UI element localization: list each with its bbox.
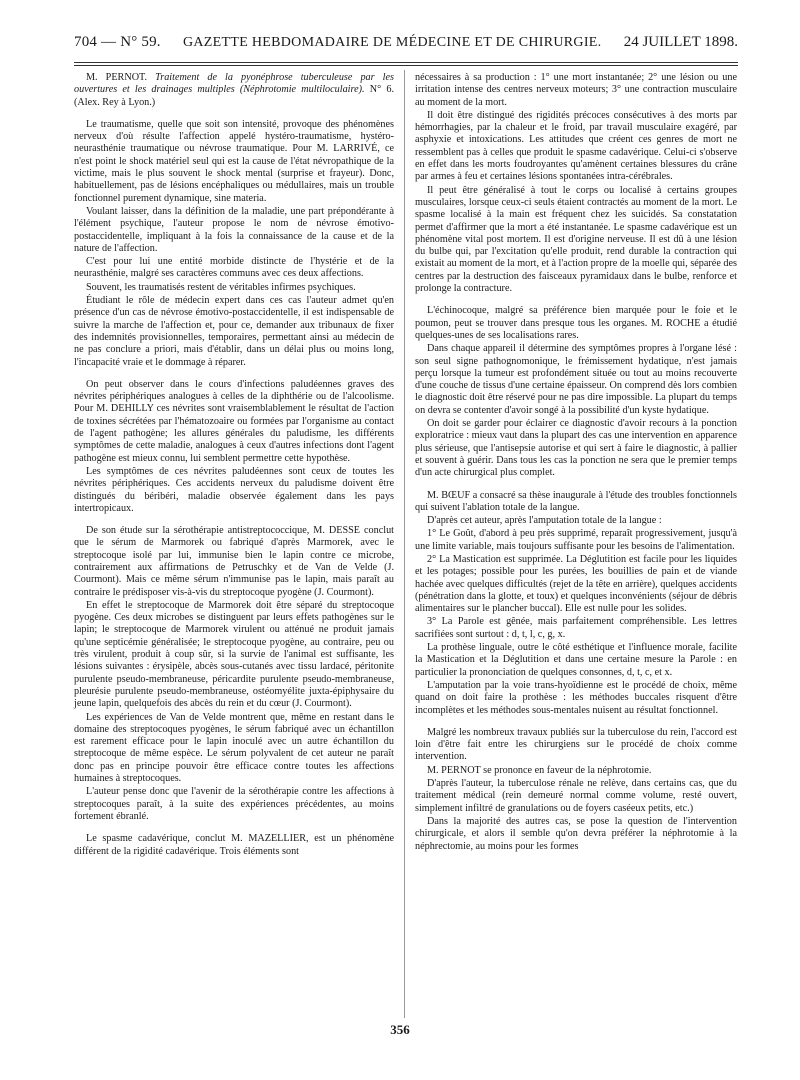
paragraph: Le spasme cadavérique, conclut M. MAZELLIER, est un phénomène différent de la rigidité cadavérique. Trois éléments sont — [74, 833, 394, 857]
left-column — [74, 72, 394, 859]
paragraph: En effet le streptocoque de Marmorek doit être séparé du streptocoque pyogène. Ces deux microbes se distinguent par leurs effets pathogènes sur le lapin; le streptocoque de Marmorek virulent ou atténué ne produit jamais qu'une septicémie généralisée; le streptocoque pyogène, au contraire, peu ou très virulent, produit à coup sûr, si la survie de l'animal est suffisante, les lésions suivantes : érysipèle, abcès sous-cutanés avec tissu lardacé, péritonite purulente pseudo-membraneuse, péricardite purulente pseudo-membraneuse, pleurésie purulente pseudo-membraneuse, ostéomyélite juxta-épiphysaire du jeune lapin, quelquefois des abcès du rein et du cœur (J. Courmont). — [74, 599, 394, 710]
column-divider — [404, 70, 405, 1018]
paragraph: C'est pour lui une entité morbide distincte de l'hystérie et de la neurasthénie, malgré ses caractères communs avec ces deux affections. — [74, 256, 394, 280]
paragraph: 3° La Parole est gênée, mais parfaitement compréhensible. Les lettres sacrifiées sont surtout : d, t, l, c, g, x. — [415, 616, 737, 640]
reference-tail: N° 6. (Alex. Rey à Lyon.) — [74, 84, 394, 108]
paragraph: On doit se garder pour éclairer ce diagnostic d'avoir recours à la ponction exploratrice : mieux vaut dans la plupart des cas une intervention en apparence plus sérieuse, que l'antisepsie autorise et qui sert à faire le diagnostic, à pallier et souvent à guérir. Dans tous les cas la ponction ne sera que le premier temps d'un acte chirurgical plus complet. — [415, 418, 737, 479]
paragraph: M. PERNOT se prononce en faveur de la néphrotomie. — [427, 764, 652, 776]
paragraph: D'après cet auteur, après l'amputation totale de la langue : — [427, 515, 662, 527]
paragraph: Les expériences de Van de Velde montrent que, même en restant dans le domaine des streptocoques pyogènes, le sérum fabriqué avec un échantillon est rarement efficace pour le lapin inoculé avec un autre échantillon du streptocoque de même espèce. Le sérum polyvalent de cet auteur ne paraît donc pas en principe pouvoir être efficace contre toutes les affections humaines à streptocoques. — [74, 711, 394, 785]
header-rule-double — [74, 65, 738, 66]
paragraph: M. BŒUF a consacré sa thèse inaugurale à l'étude des troubles fonctionnels qui suivent l'ablation totale de la langue. — [415, 489, 737, 513]
paragraph: Dans la majorité des autres cas, se pose la question de l'intervention chirurgicale, et alors il semble qu'on devra préférer la néphrotomie à la néphrectomie, au moins pour les formes — [415, 815, 737, 852]
paragraph: L'échinocoque, malgré sa préférence bien marquée pour le foie et le poumon, peut se trouver dans presque tous les organes. M. ROCHE a étudié quelques-unes de ses localisations rares. — [415, 305, 737, 341]
reference-entry — [74, 72, 394, 109]
paragraph: Malgré les nombreux travaux publiés sur la tuberculose du rein, l'accord est loin d'être fait entre les chirurgiens sur le procédé de choix comme intervention. — [415, 726, 737, 763]
paragraph: Étudiant le rôle de médecin expert dans ces cas l'auteur admet qu'en présence d'un cas de névrose émotivo-postaccidentelle, il est indispensable de suivre la marche de l'affection et, pour ce, demander aux tribunaux de fixer des indemnités provisionnelles, temporaires, permettant ainsi au médecin de ne pas conclure a priori, mais d'établir, dans un délai plus ou moins long, l'incapacité vraie et le dommage à réparer. — [74, 295, 394, 368]
paragraph: De son étude sur la sérothérapie antistreptococcique, M. DESSE conclut que le sérum de Marmorek ou fabriqué d'après Marmorek, avec le streptocoque isolé par lui, immunise bien le lapin contre ce microbe, contrairement aux affirmations de Petruschky et de Van de Velde (J. Courmont). Mais ce même sérum n'immunise pas le lapin, mais paraît au contraire le prédisposer vis-à-vis du streptocoque pyogène (J. Courmont). — [74, 525, 394, 598]
paragraph: Les symptômes de ces névrites paludéennes sont ceux de toutes les névrites périphériques. Ces accidents nerveux du paludisme doivent être distingués du béribéri, maladie observée également dans les pays intertropicaux. — [74, 465, 394, 514]
paragraph: L'auteur pense donc que l'avenir de la sérothérapie contre les affections à streptocoques paraît, à la suite des expériences précédentes, au moins fortement ébranlé. — [74, 786, 394, 822]
paragraph: On peut observer dans le cours d'infections paludéennes graves des névrites périphériques analogues à celles de la diphthérie ou de l'alcoolisme. Pour M. DEHILLY ces névrites sont vraisemblablement le résultat de l'action de toxines sécrétées par l'hématozoaire ou formées par l'organisme au contact de l'agent pathogène; les allures générales du paludisme, les différents symptômes de cette maladie, analogues à ceux d'autres infections dont l'agent pathogène est mieux connu, lui semblent permettre cette hypothèse. — [74, 378, 394, 464]
paragraph: Dans chaque appareil il détermine des symptômes propres à l'organe lésé : son seul signe pathognomonique, le frémissement hydatique, n'est jamais perçu lorsque la tumeur est profondément située ou tout au moins recouverte d'une couche de tissus d'une certaine épaisseur. On comprend dès lors combien le diagnostic doit être réservé pour ne pas dire impossible. La plupart du temps on devra se contenter d'avoir songé à la possibilité d'un kyste hydatique. — [415, 343, 737, 416]
reference-author: M. PERNOT. — [86, 72, 148, 83]
journal-title: GAZETTE HEBDOMADAIRE DE MÉDECINE ET DE CHIRURGIE. — [182, 35, 602, 50]
running-header — [74, 34, 738, 58]
paragraph: L'amputation par la voie trans-hyoïdienne est le procédé de choix, même quand on doit faire la prothèse : les méthodes buccales risquent d'être incomplètes et les méthodes sous-mentales nuisent au résultat fonctionnel. — [415, 679, 737, 716]
paragraph: 1° Le Goût, d'abord à peu près supprimé, reparaît progressivement, jusqu'à une limite variable, mais toujours suffisante pour les besoins de l'alimentation. — [415, 528, 737, 552]
paragraph: La prothèse linguale, outre le côté esthétique et l'influence morale, facilite la Mastication et la Déglutition et dans une certaine mesure la Parole : en particulier la prononciation de quelques consonnes, d, t, c, et x. — [415, 642, 737, 678]
page-number: 356 — [390, 1022, 410, 1037]
header-rule — [74, 62, 738, 63]
issue-date: 24 JUILLET 1898. — [623, 34, 738, 50]
paragraph: Le traumatisme, quelle que soit son intensité, provoque des phénomènes nerveux d'où résulte l'affection appelé hystéro-traumatisme, hystéro-neurasthénie traumatique ou névrose traumatique. Pour M. LARRIVÉ, ce n'est point le shock matériel seul qui est la cause de l'état névropathique de la victime, mais le plus souvent le shock mental (surprise et frayeur). Donc, habituellement, pas de lésions encéphaliques ou médullaires, mais un trouble fonctionnel purement dynamique, sine materia. — [74, 118, 394, 204]
paragraph: D'après l'auteur, la tuberculose rénale ne relève, dans certains cas, que du traitement médical (rein demeuré normal comme volume, resté ouvert, simplement infiltré de granulations ou de foyers caséeux petits, etc.) — [415, 778, 737, 814]
reference-title: Traitement de la pyonéphrose tuberculeuse par les ouvertures et les drainages multiples (Néphrotomie multiloculaire). — [74, 72, 394, 96]
paragraph: nécessaires à sa production : 1° une mort instantanée; 2° une lésion ou une irritation intense des centres nerveux moteurs; 3° une contraction musculaire au moment de la mort. — [415, 72, 737, 108]
paragraph: Voulant laisser, dans la définition de la maladie, une part prépondérante à l'élément psychique, l'auteur propose le nom de névrose émotivo-postaccidentelle, impliquant à la fois la connaissance de la cause et de la nature de l'affection. — [74, 205, 394, 254]
paragraph: Souvent, les traumatisés restent de véritables infirmes psychiques. — [86, 281, 356, 293]
right-column — [415, 72, 737, 854]
paragraph: Il doit être distingué des rigidités précoces consécutives à des morts par hémorrhagies, par la chaleur et le froid, par travail musculaire exagéré, par asphyxie et intoxications. Les attitudes que créent ces genres de mort ne ressemblent pas à celles que produit le spasme cadavérique. Celui-ci s'observe en effet dans les morts foudroyantes qu'amènent certaines blessures du crâne par armes à feu et certaines lésions spontanées intra-cérébrales. — [415, 109, 737, 183]
paragraph: 2° La Mastication est supprimée. La Déglutition est facile pour les liquides et les potages; possible pour les purées, les bouillies de pain et de viande hachée avec quelques difficultés (rejet de la tête en arrière), quelques accidents (pénétration dans la glotte, et toux) et quelques inconvénients (séjour de débris alimentaires sur le plancher buccal). Elle est nulle pour les solides. — [415, 553, 737, 615]
paragraph: Il peut être généralisé à tout le corps ou localisé à certains groupes musculaires, lorsque ceux-ci seuls étaient contractés au moment de la mort. Le spasme localisé à la main est fréquent chez les suicidés. Sa constatation permet d'affirmer que la mort a été instantanée. Le spasme cadavérique est un phénomène vital post mortem. Il est d'origine nerveuse. Il est dû à une lésion du bulbe qui, par l'excitation qu'elle produit, rend durable la contraction qui existait au moment de la mort, et à l'action propre de la moelle qui, séparée des centres par la destruction des faisceaux pyramidaux dans le bulbe, renforce et prolonge la contracture. — [415, 184, 737, 295]
page-issue-label: 704 — N° 59. — [74, 34, 161, 50]
